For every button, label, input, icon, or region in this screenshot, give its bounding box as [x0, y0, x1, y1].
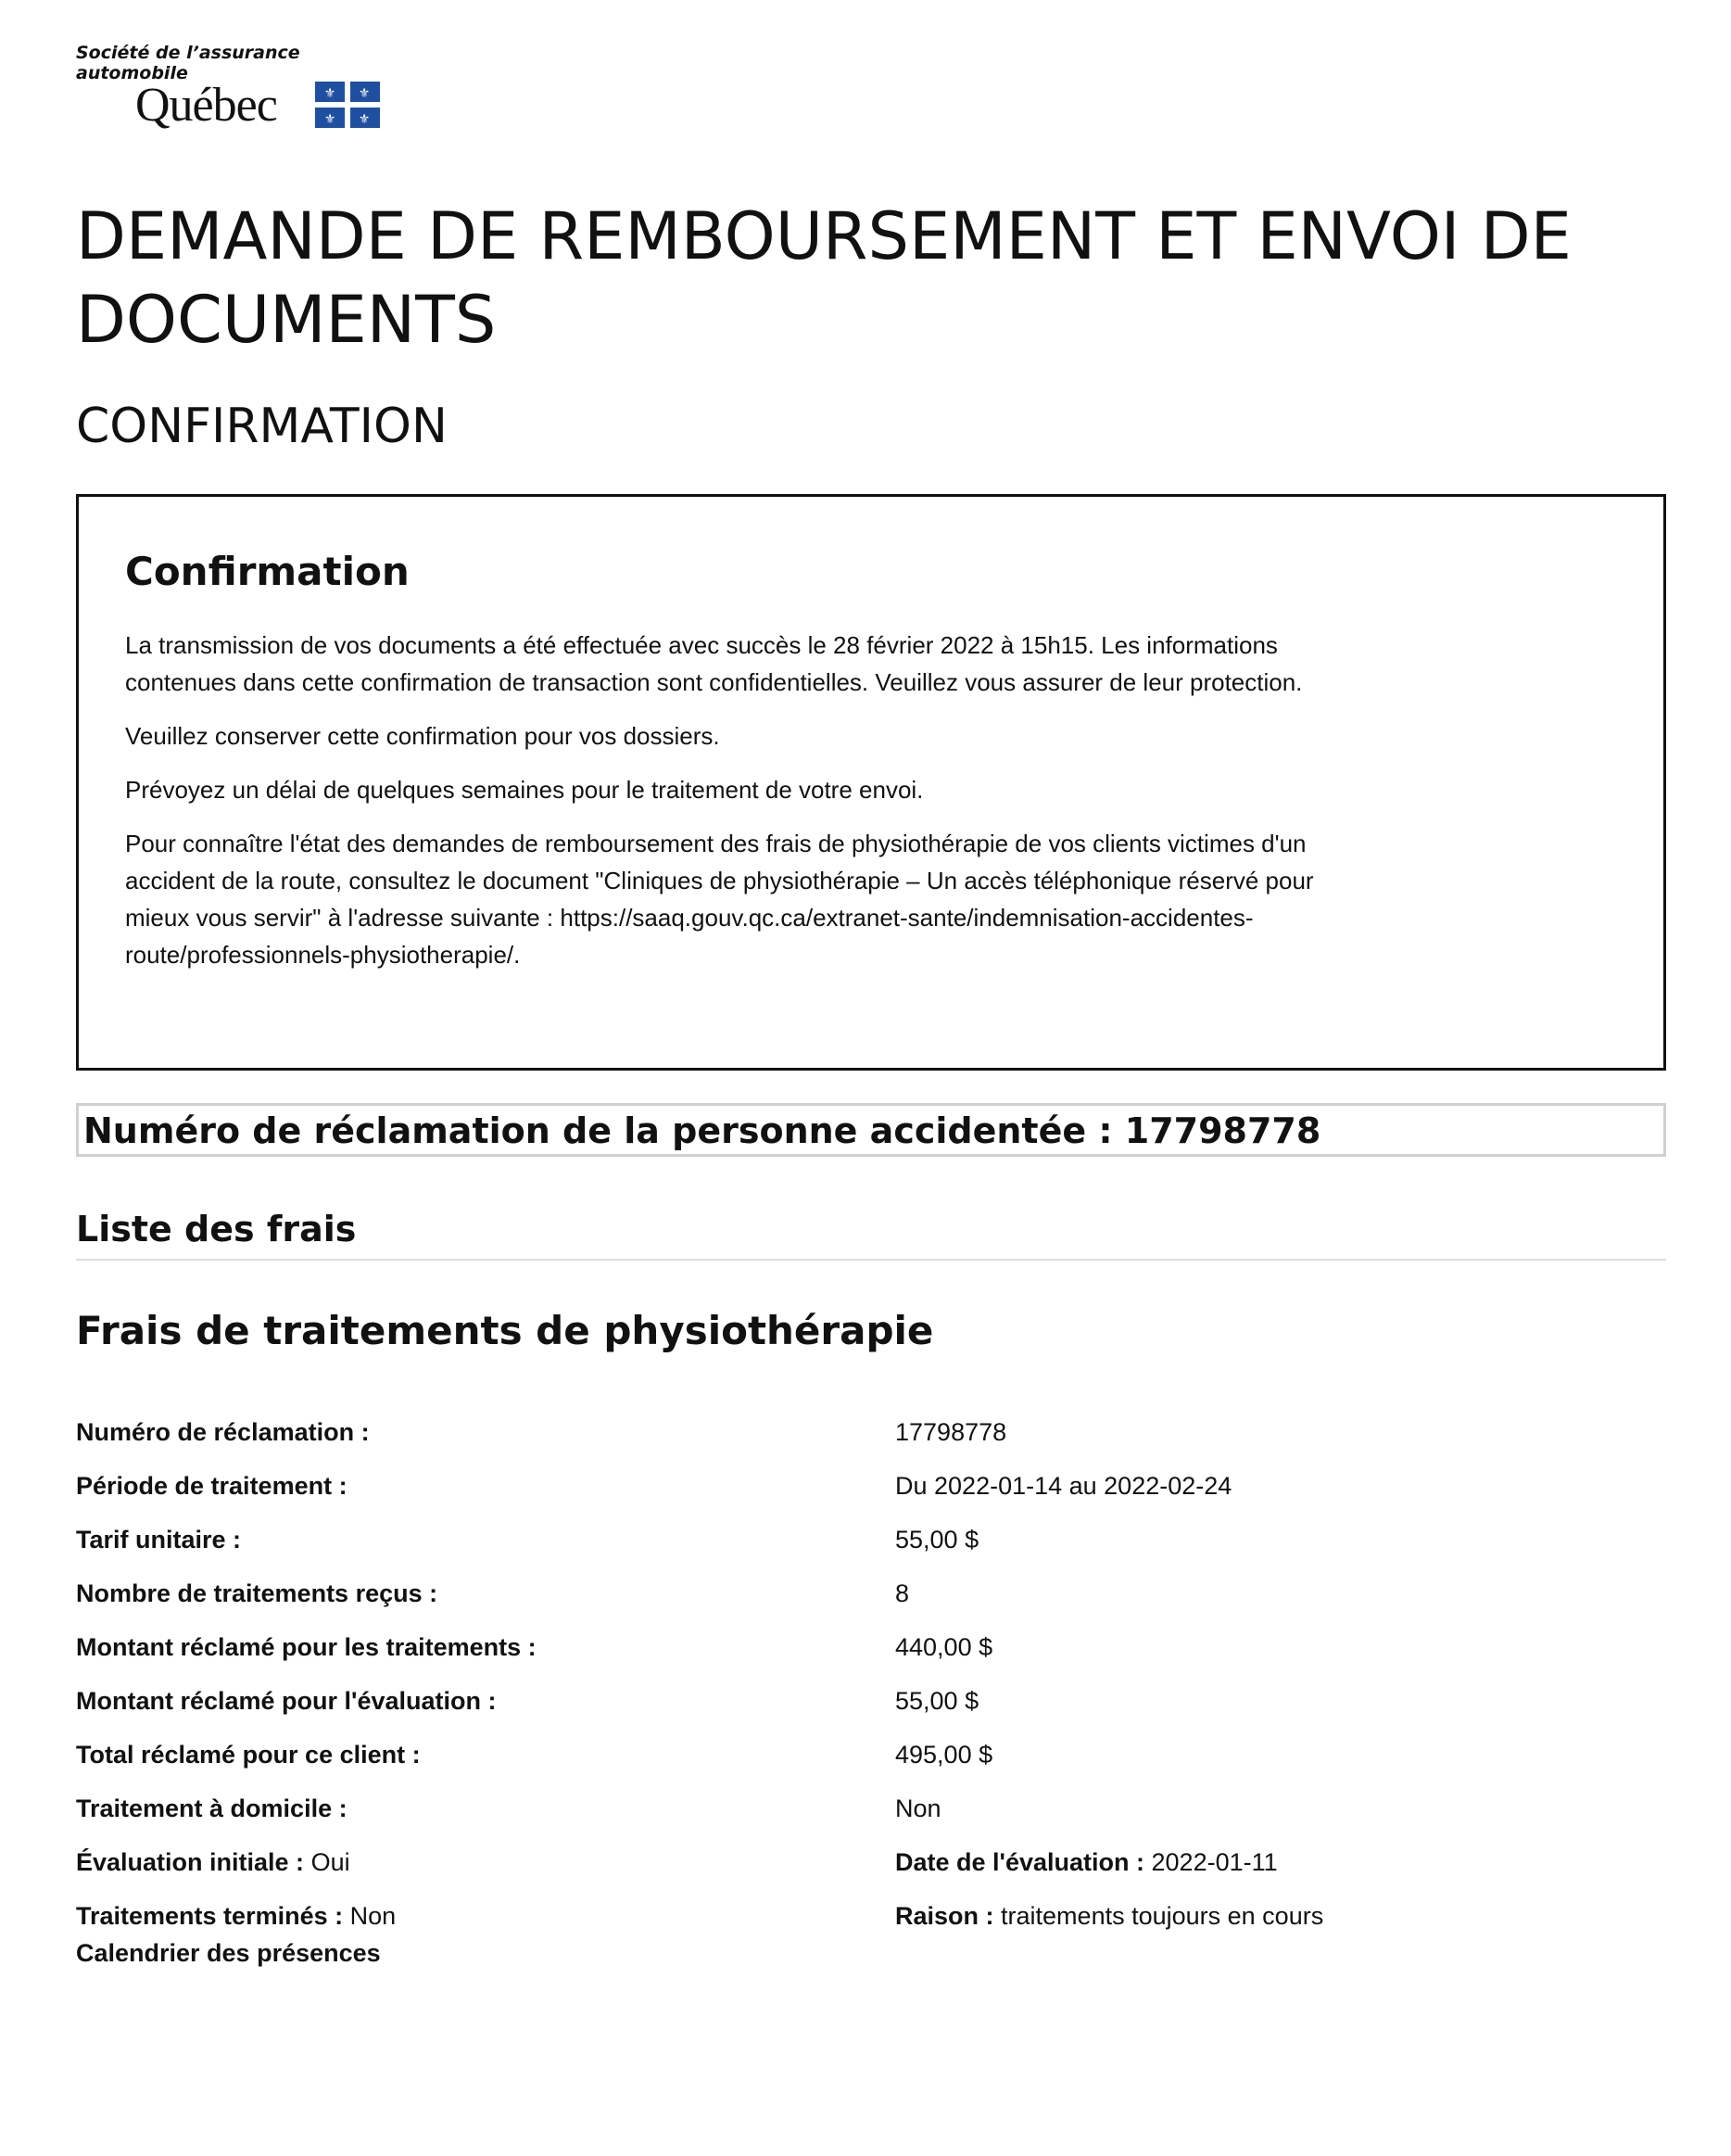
evaluation-date	[895, 1844, 1278, 1881]
detail-row	[76, 1575, 1666, 1612]
initial-evaluation-label: Évaluation initiale :	[76, 1848, 305, 1876]
detail-value: 55,00 $	[895, 1526, 979, 1554]
detail-label: Montant réclamé pour les traitements :	[76, 1633, 537, 1661]
detail-row	[76, 1790, 1666, 1827]
detail-label: Numéro de réclamation :	[76, 1418, 370, 1446]
detail-value: Du 2022-01-14 au 2022-02-24	[895, 1472, 1232, 1500]
treatments-completed-value: Non	[349, 1902, 397, 1930]
evaluation-date-value: 2022-01-11	[1151, 1848, 1278, 1876]
evaluation-row	[76, 1844, 1666, 1881]
logo-wordmark: Québec	[135, 79, 277, 132]
detail-label: Traitement à domicile :	[76, 1795, 347, 1822]
initial-evaluation-value: Oui	[310, 1848, 350, 1876]
svg-text:⚜: ⚜	[358, 86, 371, 101]
detail-row	[76, 1682, 1666, 1719]
attendance-calendar-label: Calendrier des présences	[76, 1939, 381, 1967]
detail-value: Non	[895, 1795, 941, 1822]
confirmation-paragraph-1: La transmission de vos documents a été effectuée avec succès le 28 février 2022 à 15h15. Les informations contenues dans cette confirmation de transaction sont confidentielles. Veuillez vous assurer de leur protection.	[125, 631, 1303, 696]
detail-value: 17798778	[895, 1418, 1007, 1446]
confirmation-text	[125, 627, 1367, 990]
detail-row	[76, 1414, 1666, 1451]
detail-row	[76, 1629, 1666, 1666]
confirmation-paragraph-2: Veuillez conserver cette confirmation pour vos dossiers.	[125, 722, 720, 750]
treatments-completed-label: Traitements terminés :	[76, 1902, 344, 1930]
evaluation-date-label: Date de l'évaluation :	[895, 1848, 1144, 1876]
detail-value: 8	[895, 1579, 910, 1607]
divider	[76, 1259, 1666, 1261]
logo-line-2: automobile	[76, 63, 188, 83]
page-title: DEMANDE DE REMBOURSEMENT ET ENVOI DE DOCUMENTS	[76, 198, 1572, 358]
confirmation-heading: Confirmation	[125, 549, 410, 594]
detail-row	[76, 1521, 1666, 1558]
detail-label: Nombre de traitements reçus :	[76, 1579, 438, 1607]
claim-number-bar	[76, 1103, 1666, 1157]
detail-value: 55,00 $	[895, 1687, 979, 1715]
svg-text:⚜: ⚜	[358, 112, 371, 127]
svg-text:⚜: ⚜	[323, 86, 336, 101]
confirmation-box	[76, 494, 1666, 1071]
list-title: Liste des frais	[76, 1209, 357, 1249]
treatments-completed	[76, 1897, 396, 1934]
logo-line-1: Société de l’assurance	[76, 43, 300, 63]
reason-value: traitements toujours en cours	[1001, 1902, 1324, 1930]
quebec-flag-icon	[315, 82, 380, 128]
detail-label: Période de traitement :	[76, 1472, 347, 1500]
detail-label: Tarif unitaire :	[76, 1526, 242, 1554]
detail-row	[76, 1467, 1666, 1504]
detail-value: 495,00 $	[895, 1741, 993, 1769]
section-title: Frais de traitements de physiothérapie	[76, 1308, 934, 1353]
svg-text:⚜: ⚜	[323, 112, 336, 127]
detail-label: Montant réclamé pour l'évaluation :	[76, 1687, 497, 1715]
detail-row	[76, 1736, 1666, 1773]
claim-number-text: Numéro de réclamation de la personne accidentée : 17798778	[83, 1110, 1321, 1151]
treatments-completed-row	[76, 1897, 1666, 1934]
initial-evaluation	[76, 1844, 350, 1881]
detail-label: Total réclamé pour ce client :	[76, 1741, 421, 1769]
reason	[895, 1897, 1323, 1934]
saaq-logo	[76, 43, 410, 135]
page-subtitle: CONFIRMATION	[76, 399, 448, 454]
detail-value: 440,00 $	[895, 1633, 993, 1661]
confirmation-paragraph-3: Prévoyez un délai de quelques semaines pour le traitement de votre envoi.	[125, 776, 924, 804]
reason-label: Raison :	[895, 1902, 994, 1930]
confirmation-paragraph-4: Pour connaître l'état des demandes de remboursement des frais de physiothérapie de vos clients victimes d'un accident de la route, consultez le document "Cliniques de physiothérapie – Un accès téléphonique réservé pour mieux vous servir" à l'adresse suivante : https://saaq.gouv.qc.ca/extranet-sante/indemnisation-accidentes-route/professionnels-physiotherapie/.	[125, 830, 1314, 969]
